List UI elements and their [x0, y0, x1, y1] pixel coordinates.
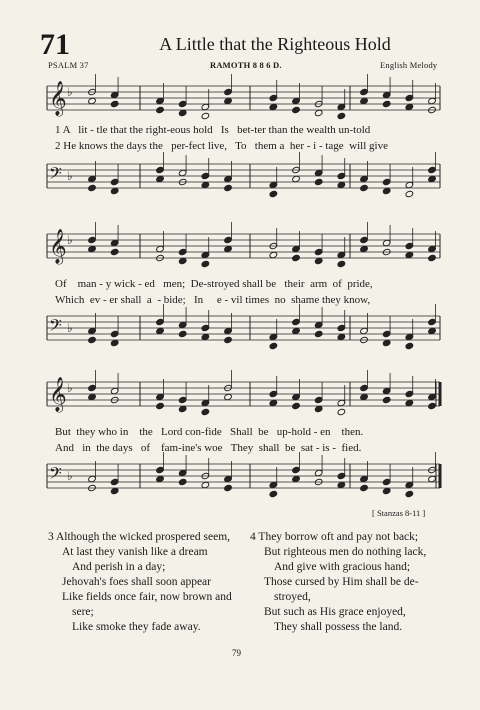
- svg-text:𝄞: 𝄞: [49, 229, 67, 264]
- melody-source: English Melody: [380, 60, 438, 70]
- hymn-number: 71: [40, 28, 70, 61]
- verse-4-line-5: stroyed,: [274, 591, 311, 603]
- verse-3-line-2: At last they vanish like a dream: [62, 546, 208, 558]
- verse-4-line-3: And give with gracious hand;: [274, 561, 411, 573]
- verse-3-line-6: sere;: [72, 606, 94, 618]
- lyric-line-system-3-verse-2: And in the days of fam-ine's woe They shall be sat - is - fied.: [55, 442, 362, 454]
- svg-text:♭: ♭: [67, 233, 73, 247]
- svg-text:♭: ♭: [67, 321, 73, 335]
- verse-3-line-7: Like smoke they fade away.: [72, 621, 201, 633]
- verse-3-line-3: And perish in a day;: [72, 561, 166, 573]
- stanza-reference: [ Stanzas 8-11 ]: [372, 508, 426, 518]
- psalm-reference: PSALM 37: [48, 60, 89, 70]
- svg-text:♭: ♭: [67, 85, 73, 99]
- svg-text:♭: ♭: [67, 169, 73, 183]
- lyric-line-system-1-verse-1: 1 A lit - tle that the right-eous hold Is bet-ter than the wealth un-told: [55, 124, 371, 136]
- lyric-line-system-2-verse-1: Of man - y wick - ed men; De-stroyed shall be their arm of pride,: [55, 278, 373, 290]
- verse-4-line-2: But righteous men do nothing lack,: [264, 546, 427, 558]
- lyric-line-system-2-verse-2: Which ev - er shall a - bide; In e - vil times no shame they know,: [55, 294, 371, 306]
- verse-3-line-4: Jehovah's foes shall soon appear: [62, 576, 211, 588]
- svg-text:𝄢: 𝄢: [49, 463, 62, 487]
- lyric-line-system-1-verse-2: 2 He knows the days the per-fect live, To them a her - i - tage will give: [55, 140, 388, 152]
- bass-staff-system-3: [0, 456, 480, 506]
- svg-text:♭: ♭: [67, 469, 73, 483]
- treble-staff-system-3: [0, 374, 480, 424]
- svg-text:♭: ♭: [67, 381, 73, 395]
- bass-staff-system-2: [0, 308, 480, 358]
- bass-staff-system-1: [0, 156, 480, 206]
- verse-4-line-6: But such as His grace enjoyed,: [264, 606, 406, 618]
- verse-3: [48, 530, 232, 635]
- treble-staff-system-2: [0, 226, 480, 276]
- svg-text:𝄞: 𝄞: [49, 81, 67, 116]
- verse-4-line-7: They shall possess the land.: [274, 621, 403, 633]
- verse-3-line-5: Like fields once fair, now brown and: [62, 591, 232, 603]
- svg-text:𝄞: 𝄞: [49, 377, 67, 412]
- page-number: 79: [232, 648, 241, 658]
- tune-name: RAMOTH 8 8 6 D.: [210, 60, 282, 70]
- treble-staff-system-1: [0, 78, 480, 128]
- lyric-line-system-3-verse-1: But they who in the Lord con-fide Shall be up-hold - en then.: [55, 426, 364, 438]
- verse-4-line-1: 4 They borrow oft and pay not back;: [250, 531, 419, 543]
- verse-3-line-1: 3 Although the wicked prospered seem,: [48, 531, 231, 543]
- verse-4: [250, 530, 426, 635]
- hymn-title: A Little that the Righteous Hold: [159, 34, 391, 54]
- verse-4-line-4: Those cursed by Him shall be de-: [264, 576, 419, 588]
- svg-text:𝄢: 𝄢: [49, 315, 62, 339]
- svg-text:𝄢: 𝄢: [49, 163, 62, 187]
